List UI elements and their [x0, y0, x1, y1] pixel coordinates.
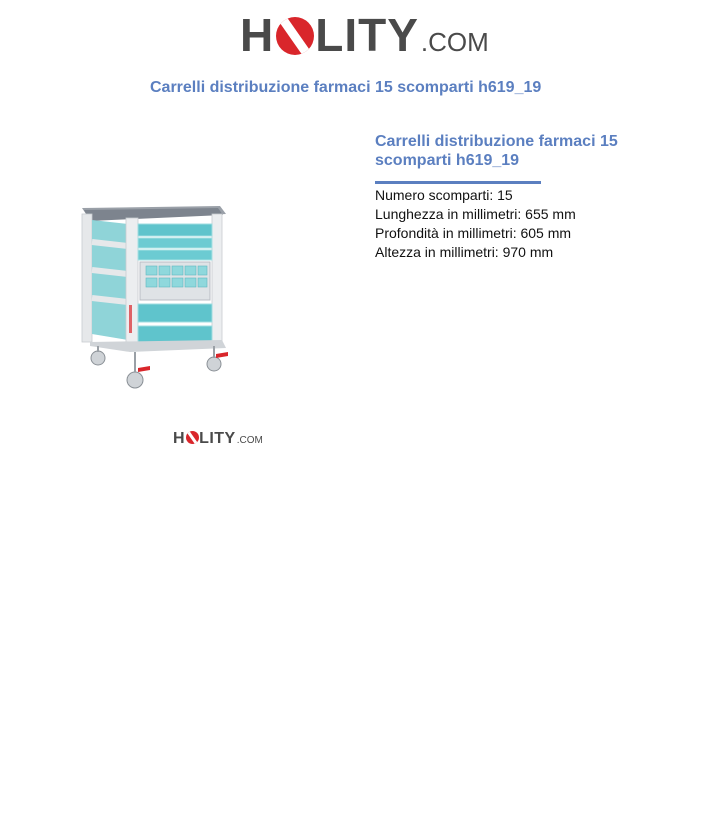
- spec-height: Altezza in millimetri: 970 mm: [375, 244, 554, 260]
- site-logo[interactable]: [240, 9, 489, 65]
- image-logo-letter-h: H: [173, 430, 186, 447]
- logo-suffix: .COM: [420, 27, 489, 57]
- spec-length: Lunghezza in millimetri: 655 mm: [375, 206, 576, 222]
- image-logo-o-icon: [186, 431, 199, 444]
- spec-compartments: Numero scomparti: 15: [375, 187, 513, 203]
- image-logo-word: LITY: [199, 430, 236, 447]
- medicine-cart-image: [60, 180, 250, 395]
- heading-divider: [375, 181, 541, 184]
- image-logo-suffix: .COM: [236, 435, 263, 446]
- spec-depth: Profondità in millimetri: 605 mm: [375, 225, 572, 241]
- page-title: Carrelli distribuzione farmaci 15 scomparti h619_19: [150, 79, 542, 96]
- product-heading: Carrelli distribuzione farmaci 15 scomparti h619_19: [375, 133, 618, 169]
- logo-letter-h: H: [240, 9, 275, 61]
- logo-word: LITY: [315, 9, 419, 61]
- product-specs: [375, 186, 576, 262]
- image-logo: [173, 430, 263, 449]
- logo-o-icon: [276, 17, 314, 55]
